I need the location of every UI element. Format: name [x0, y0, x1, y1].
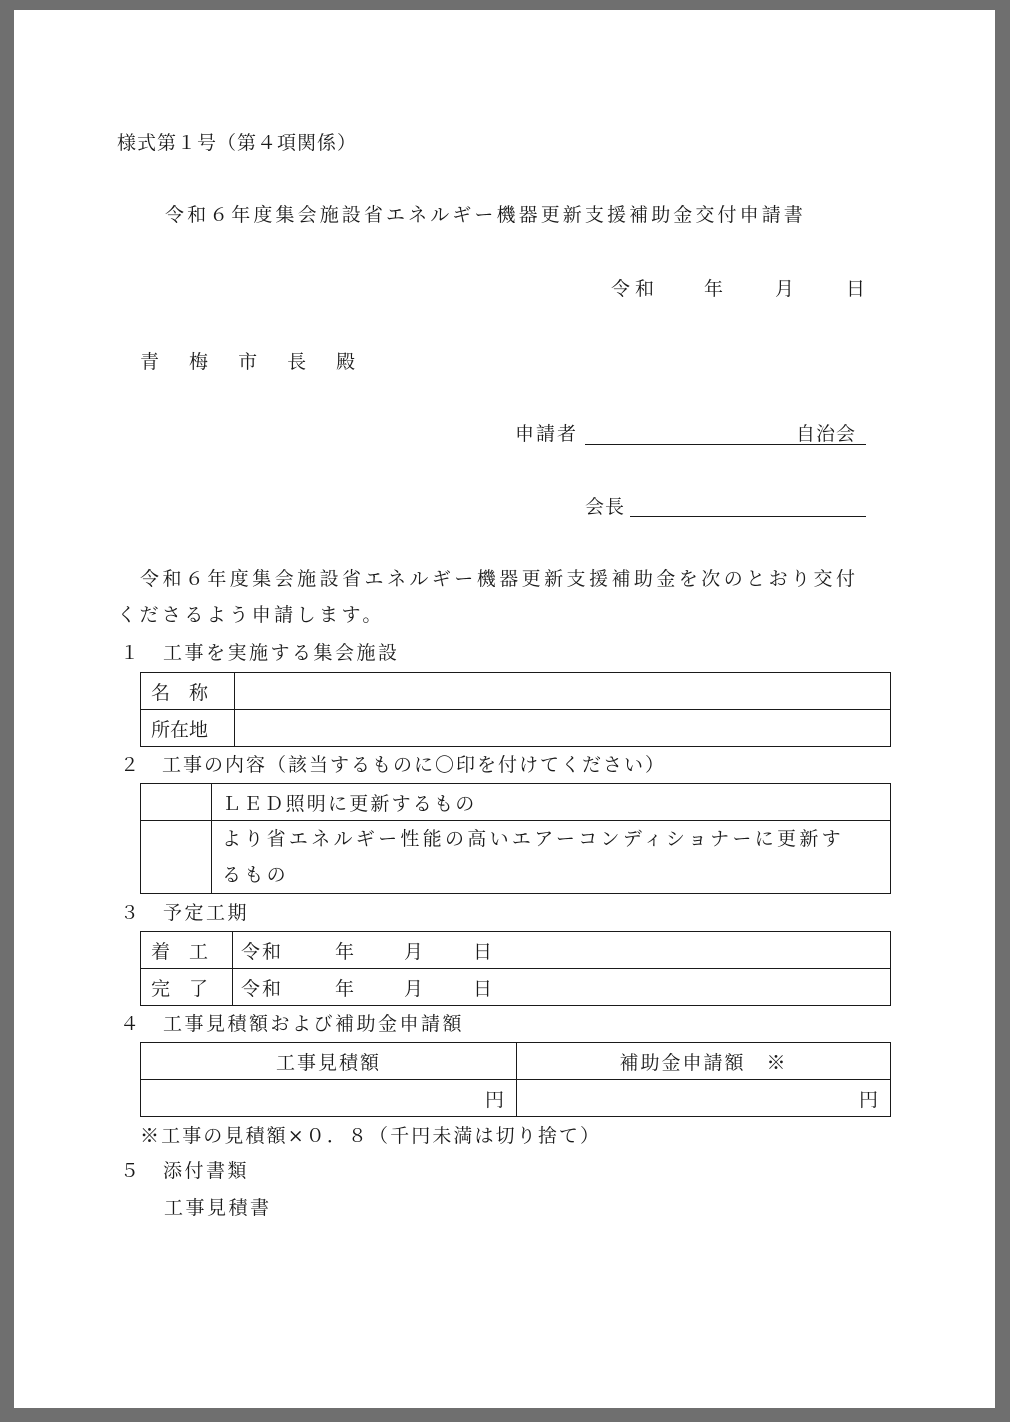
facility-name-field[interactable]: [235, 673, 891, 710]
amount-table: [140, 1042, 891, 1117]
aircon-mark-cell[interactable]: [141, 821, 212, 894]
aircon-item-text: [212, 821, 891, 894]
end-month: 月: [404, 977, 424, 1000]
start-date-field[interactable]: [233, 932, 891, 969]
date-era: 令和: [611, 278, 660, 300]
start-year: 年: [335, 940, 355, 963]
table-row: [141, 821, 891, 894]
subsidy-amount-field[interactable]: [517, 1080, 891, 1117]
start-month: 月: [404, 940, 424, 963]
addressee: 青 梅 市 長 殿: [140, 351, 368, 373]
led-mark-cell[interactable]: [141, 784, 212, 821]
estimate-unit: 円: [484, 1088, 504, 1111]
end-date-field[interactable]: [233, 969, 891, 1006]
chair-label: 会長: [585, 496, 626, 518]
table-row: [141, 1080, 891, 1117]
end-era: 令和: [241, 977, 284, 1000]
date-year: 年: [704, 278, 724, 300]
start-day: 日: [473, 940, 493, 963]
table-row: [141, 932, 891, 969]
table-row: [141, 710, 891, 747]
section4-heading: ４ 工事見積額および補助金申請額: [120, 1013, 465, 1035]
section5-heading: ５ 添付書類: [120, 1160, 250, 1182]
document-title: 令和６年度集会施設省エネルギー機器更新支援補助金交付申請書: [165, 204, 806, 226]
chair-underline: [630, 516, 866, 517]
schedule-table: [140, 931, 891, 1006]
estimate-header: 工事見積額: [141, 1043, 517, 1080]
intro-line2: くださるよう申請します。: [117, 604, 385, 626]
estimate-amount-field[interactable]: [141, 1080, 517, 1117]
date-month: 月: [775, 278, 795, 300]
table-row: [141, 969, 891, 1006]
intro-line1: 令和６年度集会施設省エネルギー機器更新支援補助金を次のとおり交付: [140, 568, 859, 590]
date-day: 日: [846, 278, 866, 300]
form-number: 様式第１号（第４項関係）: [117, 132, 358, 154]
amount-note: ※工事の見積額×０．８（千円未満は切り捨て）: [140, 1125, 602, 1147]
attachment-item: 工事見積書: [164, 1197, 272, 1219]
start-label: 着 工: [141, 932, 233, 969]
aircon-item-line2: るもの: [222, 864, 289, 886]
facility-table: [140, 672, 891, 747]
end-year: 年: [335, 977, 355, 1000]
table-row: [141, 1043, 891, 1080]
table-row: [141, 673, 891, 710]
facility-address-label: 所在地: [141, 710, 235, 747]
subsidy-header: 補助金申請額 ※: [517, 1043, 891, 1080]
facility-name-label: 名 称: [141, 673, 235, 710]
facility-address-field[interactable]: [235, 710, 891, 747]
start-era: 令和: [241, 940, 284, 963]
applicant-suffix: 自治会: [796, 423, 857, 445]
subsidy-unit: 円: [858, 1088, 878, 1111]
document-page: [14, 10, 995, 1408]
end-day: 日: [473, 977, 493, 1000]
section1-heading: １ 工事を実施する集会施設: [120, 642, 400, 664]
applicant-label: 申請者: [515, 423, 579, 445]
aircon-item-line1: より省エネルギー性能の高いエアーコンディショナーに更新す: [222, 828, 844, 850]
led-item-text: ＬＥＤ照明に更新するもの: [212, 784, 891, 821]
section3-heading: ３ 予定工期: [120, 902, 250, 924]
work-content-table: [140, 783, 891, 894]
end-label: 完 了: [141, 969, 233, 1006]
section2-heading: ２ 工事の内容（該当するものに〇印を付けてください）: [120, 754, 667, 776]
table-row: [141, 784, 891, 821]
